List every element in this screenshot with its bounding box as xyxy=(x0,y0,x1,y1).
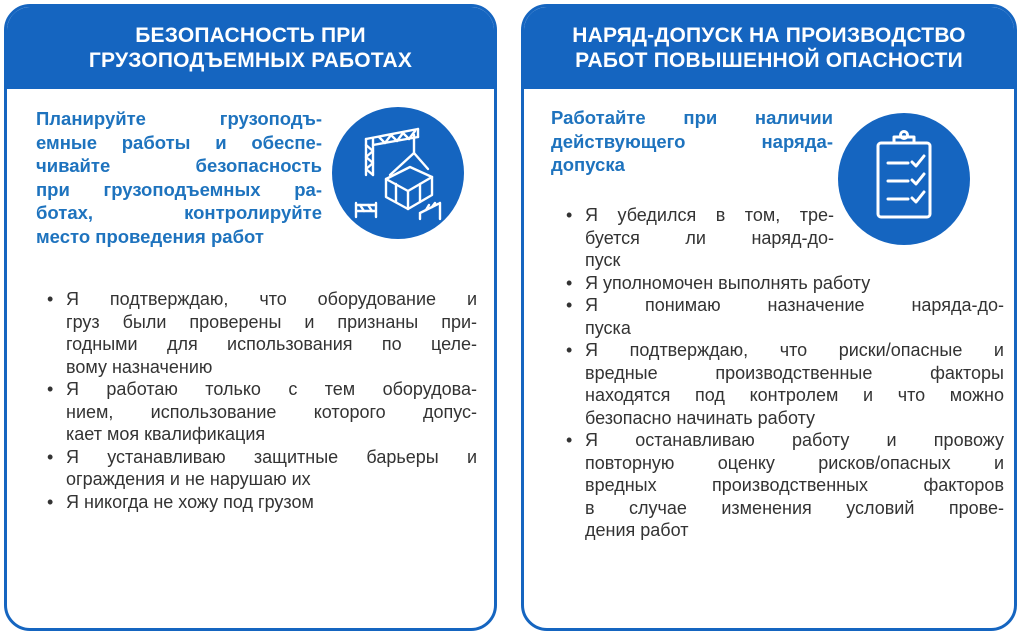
lead-statement xyxy=(551,106,833,177)
header-line: ГРУЗОПОДЪЕМНЫХ РАБОТАХ xyxy=(88,49,413,72)
list-item xyxy=(564,204,834,272)
item-line: • Я подтверждаю, что оборудование и xyxy=(66,289,477,309)
item-line: ограждения и не нарушаю их xyxy=(66,469,311,489)
lead-line: емные работы и обеспе- xyxy=(36,131,322,153)
lead-line: чивайте безопасность xyxy=(36,155,322,176)
lead-statement xyxy=(36,107,322,248)
card-header xyxy=(7,7,494,89)
list-item xyxy=(45,378,477,446)
item-line: груз были проверены и признаны при- xyxy=(66,311,477,332)
item-line: пуск xyxy=(585,250,621,270)
list-item xyxy=(45,288,477,378)
item-line: безопасно начинать работу xyxy=(585,407,816,428)
list-item xyxy=(45,446,477,491)
item-line: вредных производственных факторов xyxy=(585,475,1004,495)
lead-line: место проведения работ xyxy=(36,225,264,247)
list-item xyxy=(564,272,1004,295)
item-line: кает моя квалификация xyxy=(66,424,266,444)
item-line: буется ли наряд-до- xyxy=(585,227,834,248)
item-line: повторную оценку рисков/опасных и xyxy=(585,452,1004,473)
item-line: дения работ xyxy=(585,520,689,540)
list-item xyxy=(564,429,1004,542)
list-item xyxy=(564,339,1004,429)
header-line: НАРЯД-ДОПУСК НА ПРОИЗВОДСТВО xyxy=(572,24,966,47)
item-line: • Я устанавливаю защитные барьеры и xyxy=(66,446,477,467)
crane-lifting-load-icon xyxy=(332,107,464,239)
header-line: БЕЗОПАСНОСТЬ ПРИ xyxy=(135,24,366,47)
item-line: нием, использование которого допус- xyxy=(66,401,477,422)
lead-line: действующего наряда- xyxy=(551,130,833,152)
work-permit-card xyxy=(521,4,1017,631)
lead-line: при грузоподъемных ра- xyxy=(36,178,322,200)
lead-line: ботах, контролируйте xyxy=(36,202,322,223)
item-line: • Я убедился в том, тре- xyxy=(585,205,834,225)
item-line: в случае изменения условий прове- xyxy=(585,497,1004,518)
lead-line: допуска xyxy=(551,154,625,175)
lead-line: Планируйте грузоподъ- xyxy=(36,108,322,129)
item-line: вому назначению xyxy=(66,356,213,377)
lifting-safety-card xyxy=(4,4,497,631)
item-line: • Я работаю только с тем оборудова- xyxy=(66,379,477,399)
header-line: РАБОТ ПОВЫШЕННОЙ ОПАСНОСТИ xyxy=(575,49,963,72)
lead-line: Работайте при наличии xyxy=(551,107,833,128)
item-line: • Я никогда не хожу под грузом xyxy=(66,491,314,512)
item-line: • Я понимаю назначение наряда-до- xyxy=(585,295,1004,315)
list-item xyxy=(45,491,477,514)
item-line: находятся под контролем и что можно xyxy=(585,385,1004,405)
list-item xyxy=(564,294,1004,339)
card-header xyxy=(524,7,1014,89)
item-line: пуска xyxy=(585,317,631,338)
item-line: вредные производственные факторы xyxy=(585,362,1004,383)
item-line: • Я уполномочен выполнять работу xyxy=(585,272,871,293)
item-line: • Я подтверждаю, что риски/опасные и xyxy=(585,340,1004,360)
checklist xyxy=(45,288,477,513)
checklist xyxy=(564,204,1004,542)
item-line: • Я останавливаю работу и провожу xyxy=(585,430,1004,450)
item-line: годными для использования по целе- xyxy=(66,334,477,354)
